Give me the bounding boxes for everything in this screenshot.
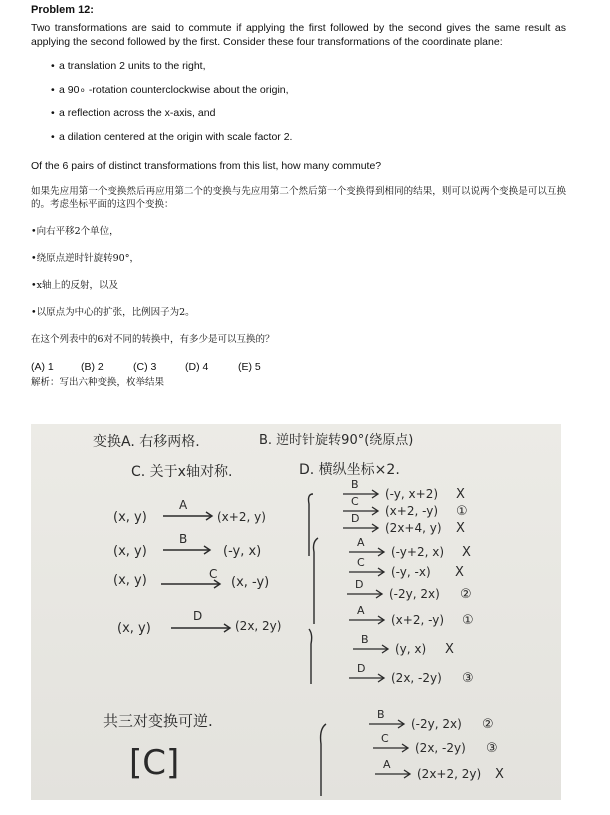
choice-a: (A) 1 — [31, 361, 54, 373]
transformation-list — [31, 60, 566, 154]
hw-right-row — [343, 478, 465, 502]
hw-right-row — [353, 633, 454, 657]
svg-text:A: A — [179, 498, 188, 512]
hw-mark: ③ — [462, 671, 474, 686]
hw-mark: ③ — [486, 741, 498, 756]
hw-result: (2x+2, 2y) — [417, 767, 482, 781]
chinese-item: •绕原点逆时针旋转90°， — [31, 253, 139, 264]
hw-mark: ② — [482, 717, 494, 732]
svg-text:D: D — [193, 609, 203, 623]
problem-document — [31, 4, 566, 389]
chinese-question: 在这个列表中的6对不同的转换中，有多少是可以互换的？ — [31, 334, 275, 345]
hw-op-label: B — [351, 478, 359, 491]
hw-result: (2x, -2y) — [391, 671, 442, 685]
hw-result: (-2y, 2x) — [389, 587, 440, 601]
hw-op-label: B — [361, 633, 369, 646]
svg-text:(x+2, y): (x+2, y) — [217, 510, 266, 524]
hw-result: (x+2, -y) — [391, 613, 445, 627]
svg-text:B: B — [179, 532, 188, 546]
hw-line2a: C. 关于x轴对称. — [131, 464, 233, 480]
svg-text:(x, y): (x, y) — [113, 544, 147, 559]
hw-line1a: 变换A. 右移两格. — [93, 434, 200, 450]
bullet-icon: • — [51, 83, 55, 96]
hw-result: (2x+4, y) — [385, 521, 442, 535]
problem-question: Of the 6 pairs of distinct transformations from this list, how many commute? — [31, 160, 382, 172]
hw-result: (-y, -x) — [391, 565, 431, 579]
hw-mark: X — [456, 487, 465, 502]
list-item: • a translation 2 units to the right, — [51, 60, 206, 72]
chinese-item: •以原点为中心的扩张，比例因子为2。 — [31, 307, 195, 318]
hw-op-label: C — [381, 732, 389, 745]
list-item: • a reflection across the x-axis, and — [51, 107, 216, 119]
svg-text:C: C — [209, 567, 218, 581]
hw-op-label: A — [383, 758, 391, 771]
svg-text:(x, y): (x, y) — [117, 621, 151, 636]
svg-text:(x, y): (x, y) — [113, 510, 147, 525]
hw-arrow — [349, 616, 384, 624]
hw-line2b: D. 横纵坐标×2. — [299, 462, 400, 478]
hw-right-rows — [343, 478, 504, 782]
hw-op-label: B — [377, 708, 385, 721]
hw-right-row — [349, 536, 471, 560]
hw-op-label: C — [357, 556, 365, 569]
hw-right-row — [349, 662, 474, 686]
hw-arrow — [343, 490, 378, 498]
hw-op-label: D — [351, 512, 360, 525]
hw-left-row — [113, 498, 266, 525]
chinese-item: •x轴上的反射，以及 — [31, 280, 118, 291]
hw-result: (-y+2, x) — [391, 545, 445, 559]
hw-arrow — [343, 524, 378, 532]
hw-left-row — [117, 609, 281, 636]
svg-text:(x, -y): (x, -y) — [231, 575, 270, 590]
hw-op-label: D — [355, 578, 364, 591]
hw-arrow — [349, 674, 384, 682]
hw-result: (2x, -2y) — [415, 741, 466, 755]
answer-choices — [31, 361, 566, 373]
hw-mark: X — [456, 521, 465, 536]
chinese-intro: 如果先应用第一个变换然后再应用第二个的变换与先应用第二个然后第一个变换得到相同的结果，则可以说两个变换是可以互换的。考虑坐标平面的这四个变换： — [31, 186, 566, 210]
choice-e: (E) 5 — [238, 361, 261, 373]
hw-arrow — [353, 645, 388, 653]
hw-mark: ① — [456, 504, 468, 519]
hw-arrow — [375, 770, 410, 778]
hw-result: (-2y, 2x) — [411, 717, 462, 731]
hw-arrow — [369, 720, 404, 728]
hw-mark: X — [462, 545, 471, 560]
handwriting-canvas — [31, 424, 561, 800]
choice-c: (C) 3 — [133, 361, 157, 373]
chinese-item: •向右平移2个单位， — [31, 226, 119, 237]
hw-conclusion: 共三对变换可逆. — [103, 712, 213, 730]
solution-label: 解析：写出六种变换，枚举结果 — [31, 377, 165, 388]
hw-mark: ② — [460, 587, 472, 602]
list-item: • a dilation centered at the origin with scale factor 2. — [51, 130, 293, 143]
bullet-icon: • — [51, 130, 55, 143]
svg-text:(x, y): (x, y) — [113, 573, 147, 588]
hw-right-row — [349, 556, 464, 580]
hw-mark: X — [455, 565, 464, 580]
hw-right-row — [369, 708, 494, 732]
hw-result: (x+2, -y) — [385, 504, 439, 518]
hw-op-label: A — [357, 536, 365, 549]
list-item: • a 90∘ -rotation counterclockwise about the origin, — [51, 83, 289, 96]
hw-right-row — [373, 732, 498, 756]
hw-line1b: B. 逆时针旋转90°(绕原点) — [259, 433, 414, 448]
hw-right-row — [349, 604, 474, 628]
hw-answer: [C] — [129, 743, 180, 783]
hw-op-label: A — [357, 604, 365, 617]
choice-d: (D) 4 — [185, 361, 209, 373]
hw-arrow — [349, 568, 384, 576]
hw-mark: X — [495, 767, 504, 782]
handwritten-solution-photo — [31, 424, 561, 800]
hw-left-row — [113, 532, 261, 559]
hw-arrow — [349, 548, 384, 556]
hw-mark: ① — [462, 613, 474, 628]
problem-intro: Two transformations are said to commute if applying the first followed by the second gives the same result as applying the second followed by the first. Consider these four transformations of the coordinate plane: — [31, 22, 566, 48]
svg-text:(2x, 2y): (2x, 2y) — [235, 619, 282, 633]
problem-title: Problem 12: — [31, 4, 94, 16]
hw-right-row — [375, 758, 504, 782]
hw-mark: X — [445, 642, 454, 657]
hw-arrow — [347, 590, 382, 598]
hw-arrow — [373, 744, 408, 752]
hw-result: (-y, x+2) — [385, 487, 439, 501]
hw-arrow — [343, 507, 378, 515]
hw-op-label: C — [351, 495, 359, 508]
hw-result: (y, x) — [395, 642, 427, 656]
choice-b: (B) 2 — [81, 361, 104, 373]
bullet-icon: • — [51, 107, 55, 119]
hw-right-row — [347, 578, 472, 602]
hw-op-label: D — [357, 662, 366, 675]
svg-text:(-y, x): (-y, x) — [223, 544, 262, 559]
hw-left-row — [113, 567, 269, 590]
bullet-icon: • — [51, 60, 55, 72]
